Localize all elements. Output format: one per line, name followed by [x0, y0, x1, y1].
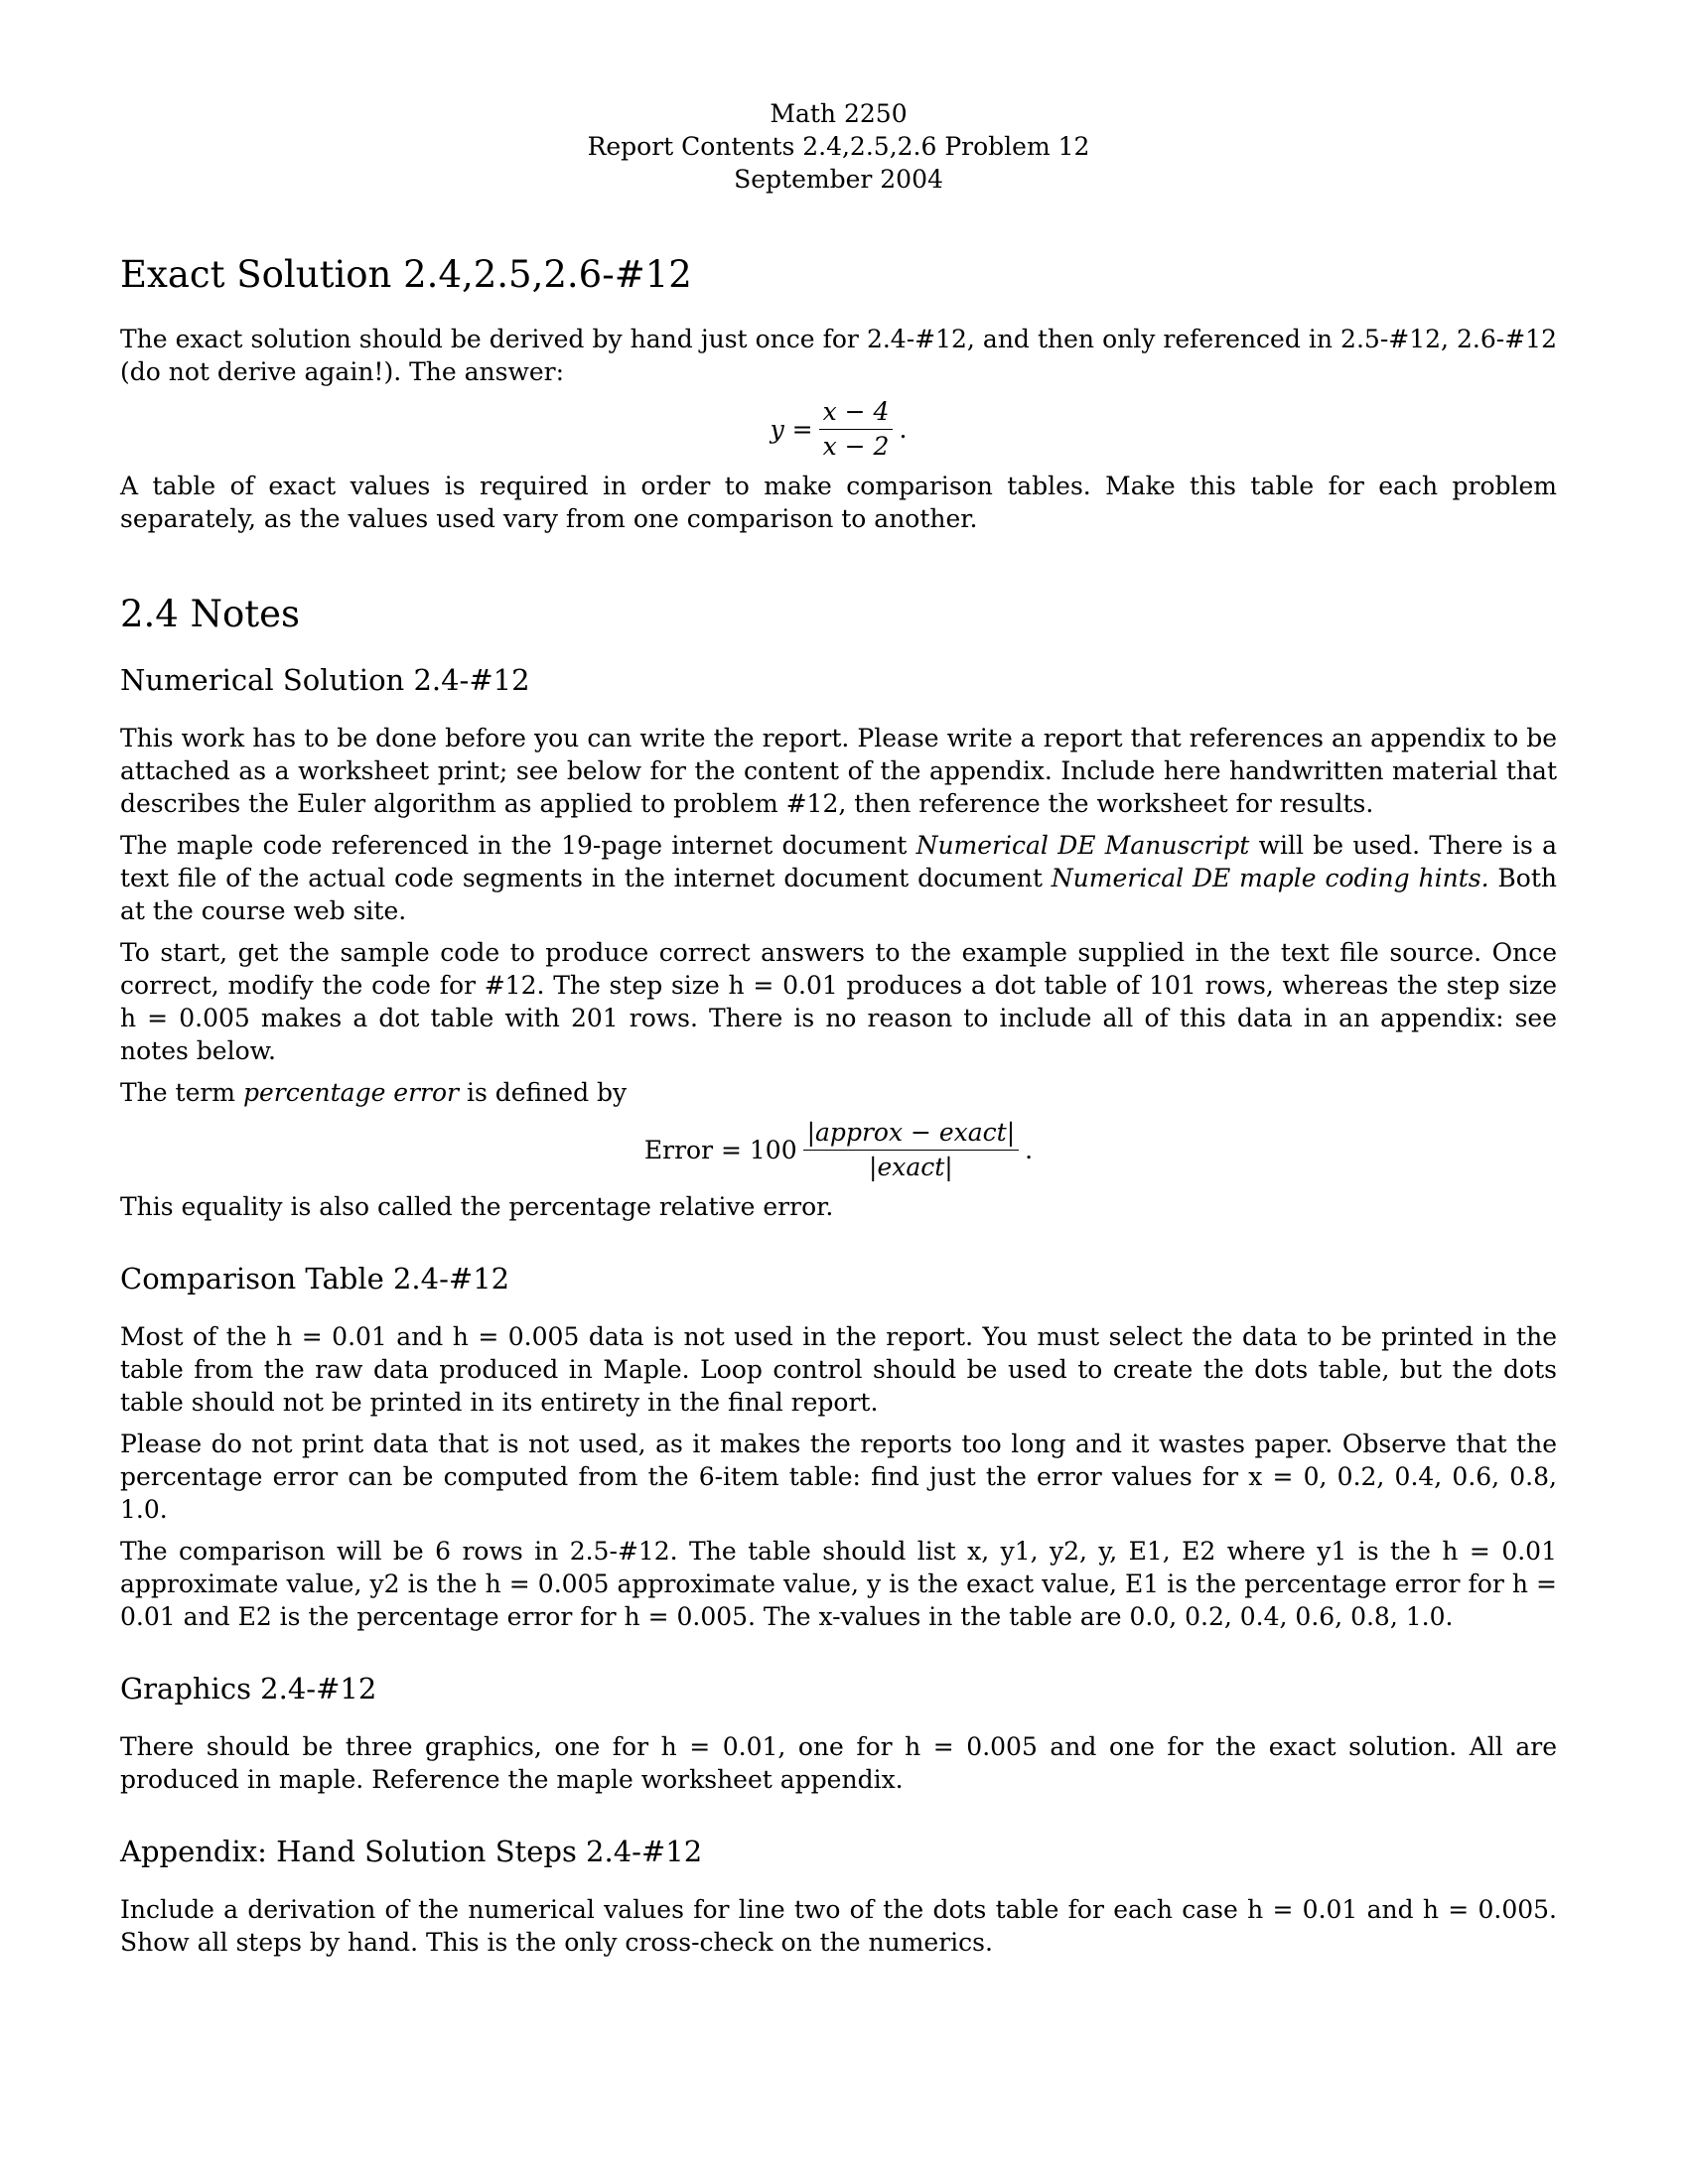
- numerical-solution-heading: Numerical Solution 2.4-#12: [120, 663, 530, 697]
- document-header: [120, 97, 1557, 196]
- numerical-para-1: This work has to be done before you can write the report. Please write a report that references an appendix to be attached as a worksheet print; see below for the content of the appendix. Include here handwritten material that describes the Euler algorithm as applied to problem #12, then reference the worksheet for results.: [120, 724, 1557, 818]
- numerical-para-2: [120, 829, 1557, 927]
- percentage-error-term: percentage error: [242, 1078, 460, 1107]
- formula-end: .: [899, 415, 908, 444]
- error-formula-lhs: Error = 100: [643, 1136, 797, 1164]
- appendix-para-1: Include a derivation of the numerical values for line two of the dots table for each case h = 0.01 and h = 0.005. Show all steps by hand. This is the only cross-check on the numerics.: [120, 1895, 1557, 1957]
- numerical-para-2-text-b: will be used. There is a text file of the actual code segments in the internet document document: [120, 831, 1558, 892]
- appendix-heading: Appendix: Hand Solution Steps 2.4-#12: [120, 1835, 703, 1868]
- formula-fraction: [819, 397, 894, 462]
- error-formula-numerator: |approx − exact|: [803, 1118, 1020, 1151]
- numerical-para-4-text-b: is defined by: [459, 1078, 628, 1107]
- graphics-heading: Graphics 2.4-#12: [120, 1672, 377, 1706]
- error-formula-fraction: [803, 1118, 1020, 1182]
- graphics-para-1: There should be three graphics, one for h = 0.01, one for h = 0.005 and one for the exact solution. All are produced in maple. Reference the maple worksheet appendix.: [120, 1732, 1557, 1794]
- notes-heading: 2.4 Notes: [120, 593, 301, 635]
- error-formula: [120, 1118, 1557, 1182]
- exact-solution-para-1: The exact solution should be derived by hand just once for 2.4-#12, and then only referenced in 2.5-#12, 2.6-#12 (do not derive again!). The answer:: [120, 325, 1557, 386]
- comparison-para-2: Please do not print data that is not used, as it makes the reports too long and it wastes paper. Observe that the percentage error can be computed from the 6-item table: find just the error values for x = 0, 0.2, 0.4, 0.6, 0.8, 1.0.: [120, 1430, 1557, 1524]
- exact-solution-formula: [120, 397, 1557, 462]
- formula-numerator: x − 4: [819, 397, 894, 430]
- numerical-para-2-text-a: The maple code referenced in the 19-page internet document: [120, 831, 916, 860]
- numerical-para-2-text-c: Both at the course web site.: [120, 864, 1557, 925]
- report-date: September 2004: [734, 165, 943, 194]
- formula-denominator: x − 2: [822, 432, 890, 461]
- coding-hints-title: Numerical DE maple coding hints.: [1051, 864, 1489, 892]
- numerical-para-4: [120, 1076, 1557, 1109]
- comparison-table-heading: Comparison Table 2.4-#12: [120, 1262, 510, 1296]
- exact-solution-para-2: A table of exact values is required in order to make comparison tables. Make this table for each problem separately, as the values used vary from one comparison to another.: [120, 472, 1557, 533]
- error-formula-denominator: |exact|: [869, 1153, 953, 1181]
- formula-lhs: y =: [770, 415, 813, 444]
- error-formula-end: .: [1025, 1136, 1034, 1164]
- report-title: Report Contents 2.4,2.5,2.6 Problem 12: [587, 132, 1090, 161]
- comparison-para-1: Most of the h = 0.01 and h = 0.005 data is not used in the report. You must select the data to be printed in the table from the raw data produced in Maple. Loop control should be used to create the dots table, but the dots table should not be printed in its entirety in the final report.: [120, 1322, 1557, 1417]
- comparison-para-3: The comparison will be 6 rows in 2.5-#12. The table should list x, y1, y2, y, E1, E2 where y1 is the h = 0.01 approximate value, y2 is the h = 0.005 approximate value, y is the exact value, E1 is the percentage error for h = 0.01 and E2 is the percentage error for h = 0.005. The x-values in the table are 0.0, 0.2, 0.4, 0.6, 0.8, 1.0.: [120, 1537, 1557, 1631]
- numerical-para-4-text-a: The term: [120, 1078, 243, 1107]
- numerical-para-5: This equality is also called the percentage relative error.: [120, 1192, 834, 1221]
- numerical-para-3: To start, get the sample code to produce correct answers to the example supplied in the text file source. Once correct, modify the code for #12. The step size h = 0.01 produces a dot table of 101 rows, whereas the step size h = 0.005 makes a dot table with 201 rows. There is no reason to include all of this data in an appendix: see notes below.: [120, 938, 1557, 1065]
- manuscript-title: Numerical DE Manuscript: [915, 831, 1250, 860]
- course-name: Math 2250: [770, 99, 908, 128]
- exact-solution-heading: Exact Solution 2.4,2.5,2.6-#12: [120, 253, 692, 296]
